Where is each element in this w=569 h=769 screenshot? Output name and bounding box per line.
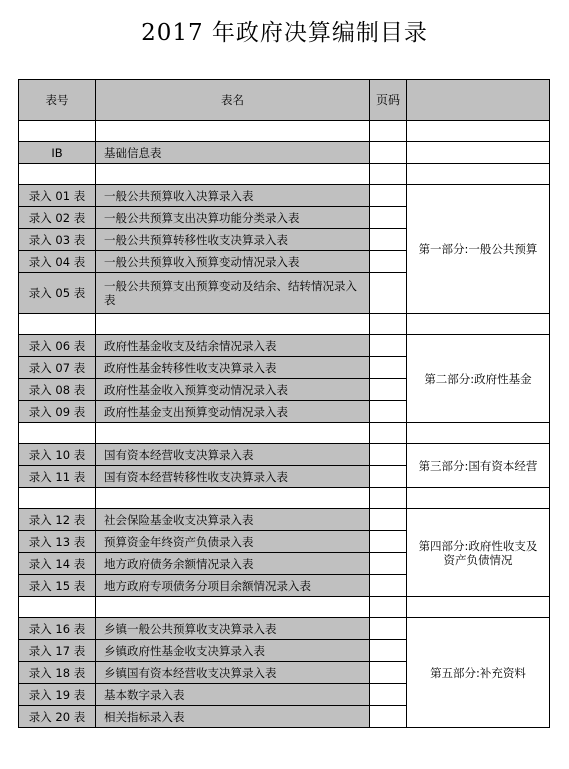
row-code: 录入 11 表	[19, 466, 96, 488]
row-page	[370, 575, 407, 597]
row-code: 录入 18 表	[19, 662, 96, 684]
row-code: 录入 07 表	[19, 357, 96, 379]
blank-row	[19, 423, 550, 444]
row-page	[370, 357, 407, 379]
row-name: 一般公共预算支出决算功能分类录入表	[96, 207, 370, 229]
row-name: 基本数字录入表	[96, 684, 370, 706]
row-code: 录入 08 表	[19, 379, 96, 401]
row-page	[370, 640, 407, 662]
row-code: 录入 02 表	[19, 207, 96, 229]
row-code: 录入 20 表	[19, 706, 96, 728]
row-name: 政府性基金转移性收支决算录入表	[96, 357, 370, 379]
page-title: 2017 年政府决算编制目录	[141, 20, 428, 46]
blank-row	[19, 314, 550, 335]
row-code: 录入 13 表	[19, 531, 96, 553]
section-label: 第四部分:政府性收支及资产负债情况	[407, 509, 550, 597]
row-code: 录入 15 表	[19, 575, 96, 597]
row-page	[370, 706, 407, 728]
row-page	[370, 401, 407, 423]
table-row	[19, 185, 550, 207]
header-code: 表号	[19, 80, 96, 121]
row-page	[370, 273, 407, 314]
header-part	[407, 80, 550, 121]
row-code: 录入 19 表	[19, 684, 96, 706]
row-code: 录入 17 表	[19, 640, 96, 662]
row-name: 一般公共预算收入决算录入表	[96, 185, 370, 207]
blank-row	[19, 597, 550, 618]
table-row	[19, 509, 550, 531]
blank-row	[19, 488, 550, 509]
row-code: 录入 05 表	[19, 273, 96, 314]
row-code: 录入 06 表	[19, 335, 96, 357]
table-row	[19, 335, 550, 357]
row-page	[370, 379, 407, 401]
row-page	[370, 335, 407, 357]
section-label: 第三部分:国有资本经营	[407, 444, 550, 488]
table-row	[19, 444, 550, 466]
row-page	[370, 444, 407, 466]
row-name: 政府性基金收入预算变动情况录入表	[96, 379, 370, 401]
row-page	[370, 662, 407, 684]
row-name: 一般公共预算支出预算变动及结余、结转情况录入表	[96, 273, 370, 314]
row-page	[370, 466, 407, 488]
row-page	[370, 553, 407, 575]
header-name: 表名	[96, 80, 370, 121]
row-page	[370, 142, 407, 164]
catalog-body	[19, 121, 550, 728]
table-row	[19, 618, 550, 640]
row-name: 一般公共预算收入预算变动情况录入表	[96, 251, 370, 273]
row-page	[370, 684, 407, 706]
row-name: 乡镇国有资本经营收支决算录入表	[96, 662, 370, 684]
row-page	[370, 509, 407, 531]
row-name: 地方政府债务余额情况录入表	[96, 553, 370, 575]
section-label: 第一部分:一般公共预算	[407, 185, 550, 314]
table-row-basic	[19, 142, 550, 164]
row-code: 录入 14 表	[19, 553, 96, 575]
row-code: 录入 03 表	[19, 229, 96, 251]
row-name: 乡镇一般公共预算收支决算录入表	[96, 618, 370, 640]
row-name: 政府性基金支出预算变动情况录入表	[96, 401, 370, 423]
row-code: 录入 04 表	[19, 251, 96, 273]
row-name: 一般公共预算转移性收支决算录入表	[96, 229, 370, 251]
section-label: 第五部分:补充资料	[407, 618, 550, 728]
row-name: 预算资金年终资产负债录入表	[96, 531, 370, 553]
row-code: IB	[19, 142, 96, 164]
row-code: 录入 16 表	[19, 618, 96, 640]
blank-row	[19, 164, 550, 185]
row-page	[370, 618, 407, 640]
row-name: 相关指标录入表	[96, 706, 370, 728]
row-name: 社会保险基金收支决算录入表	[96, 509, 370, 531]
row-name: 政府性基金收支及结余情况录入表	[96, 335, 370, 357]
row-page	[370, 185, 407, 207]
row-code: 录入 12 表	[19, 509, 96, 531]
row-name: 地方政府专项债务分项目余额情况录入表	[96, 575, 370, 597]
row-code: 录入 01 表	[19, 185, 96, 207]
header-row	[19, 80, 550, 121]
row-name: 基础信息表	[96, 142, 370, 164]
row-code: 录入 09 表	[19, 401, 96, 423]
catalog-table	[18, 79, 550, 728]
row-name: 乡镇政府性基金收支决算录入表	[96, 640, 370, 662]
row-page	[370, 229, 407, 251]
section-label: 第二部分:政府性基金	[407, 335, 550, 423]
row-page	[370, 531, 407, 553]
header-page: 页码	[370, 80, 407, 121]
row-page	[370, 251, 407, 273]
row-code: 录入 10 表	[19, 444, 96, 466]
row-name: 国有资本经营转移性收支决算录入表	[96, 466, 370, 488]
row-page	[370, 207, 407, 229]
blank-row	[19, 121, 550, 142]
row-part	[407, 142, 550, 164]
row-name: 国有资本经营收支决算录入表	[96, 444, 370, 466]
